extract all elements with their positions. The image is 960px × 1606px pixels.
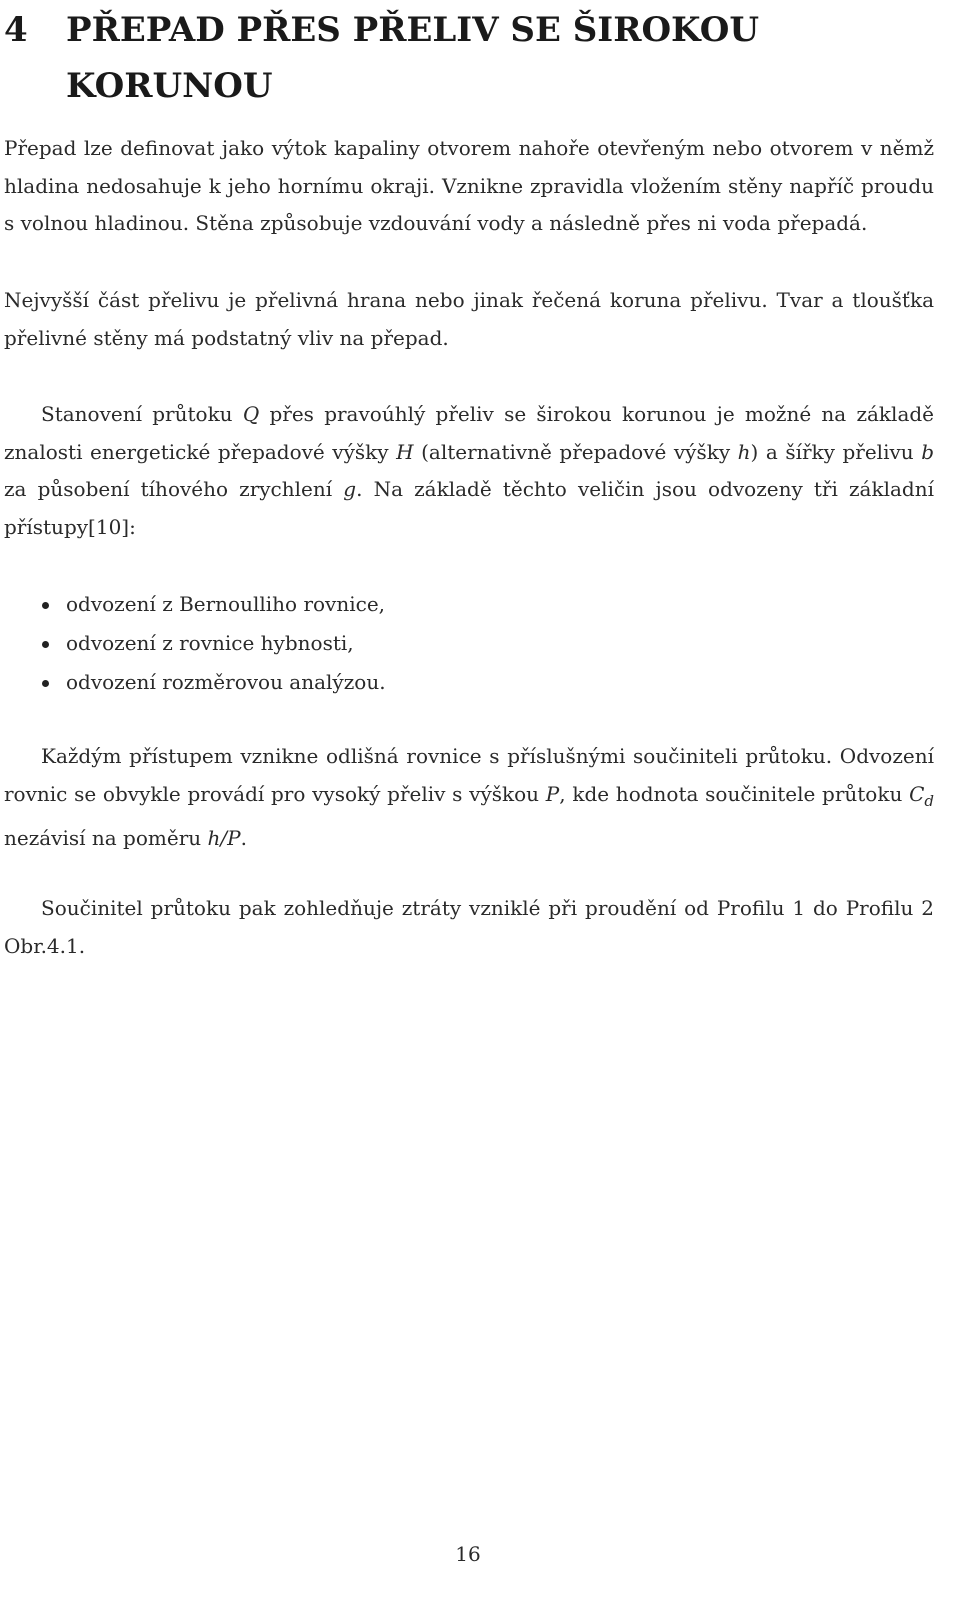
text-fragment: nezávisí na poměru [4, 826, 208, 850]
bullet-icon [42, 602, 49, 609]
paragraph-loss-coefficient: Součinitel průtoku pak zohledňuje ztráty vzniklé při proudění od Profilu 1 do Profilu 2 Obr.4.1. [4, 896, 934, 958]
text-fragment: za působení tíhového zrychlení [4, 477, 344, 501]
variable-energy-head: H [396, 439, 414, 464]
coefficient-subscript: d [924, 791, 934, 810]
paragraph-overflow-definition: Přepad lze definovat jako výtok kapaliny otvorem nahoře otevřeným nebo otvorem v němž hladina nedosahuje k jeho hornímu okraji. Vznikne zpravidla vložením stěny napříč proudu s volnou hladinou. Stěna způsobuje vzdouvání vody a následně přes ni voda přepadá. [4, 136, 934, 235]
variable-discharge-coefficient [909, 781, 934, 810]
variable-weir-height: P [545, 781, 560, 806]
text-fragment: ) a šířky přelivu [750, 439, 922, 464]
bullet-icon [42, 680, 49, 687]
text-fragment: přes pravoúhlý přeliv se širokou korunou je možné na základě znalosti energetické přepadové výšky [4, 402, 934, 464]
list-item [4, 585, 934, 624]
section-heading [4, 2, 934, 114]
coefficient-symbol: C [909, 781, 925, 806]
variable-q: Q [242, 402, 260, 426]
page-number: 16 [455, 1542, 481, 1566]
text-fragment: , kde hodnota součinitele průtoku [559, 781, 910, 806]
text-fragment: Každým přístupem vznikne odlišná rovnice s příslušnými součiniteli průtoku. Odvození rovnic se obvykle provádí pro vysoký přeliv s výškou [4, 744, 934, 806]
section-title: PŘEPAD PŘES PŘELIV SE ŠIROKOU KORUNOU [66, 10, 759, 106]
paragraph-flow-determination [4, 396, 934, 546]
paragraph-discharge-coefficients [4, 738, 934, 858]
list-item [4, 663, 934, 702]
text-fragment: Stanovení průtoku [41, 402, 243, 426]
variable-width: b [921, 439, 934, 464]
variable-ratio: h/P [207, 826, 241, 850]
list-item-text: odvození z Bernoulliho rovnice, [66, 592, 386, 616]
paragraph-weir-crest: Nejvyšší část přelivu je přelivná hrana nebo jinak řečená koruna přelivu. Tvar a tloušťka přelivné stěny má podstatný vliv na přepad. [4, 288, 934, 350]
variable-head: h [737, 439, 751, 464]
list-item [4, 624, 934, 663]
text-fragment: (alternativně přepadové výšky [413, 439, 738, 464]
list-item-text: odvození rozměrovou analýzou. [66, 670, 386, 694]
text-fragment: . Na základě těchto veličin jsou odvozeny tři základní přístupy[10]: [4, 477, 935, 539]
text-fragment: . [240, 826, 247, 850]
derivation-list [4, 585, 934, 702]
list-item-text: odvození z rovnice hybnosti, [66, 631, 354, 655]
bullet-icon [42, 641, 49, 648]
variable-gravity: g [343, 477, 357, 501]
section-number: 4 [4, 10, 28, 50]
